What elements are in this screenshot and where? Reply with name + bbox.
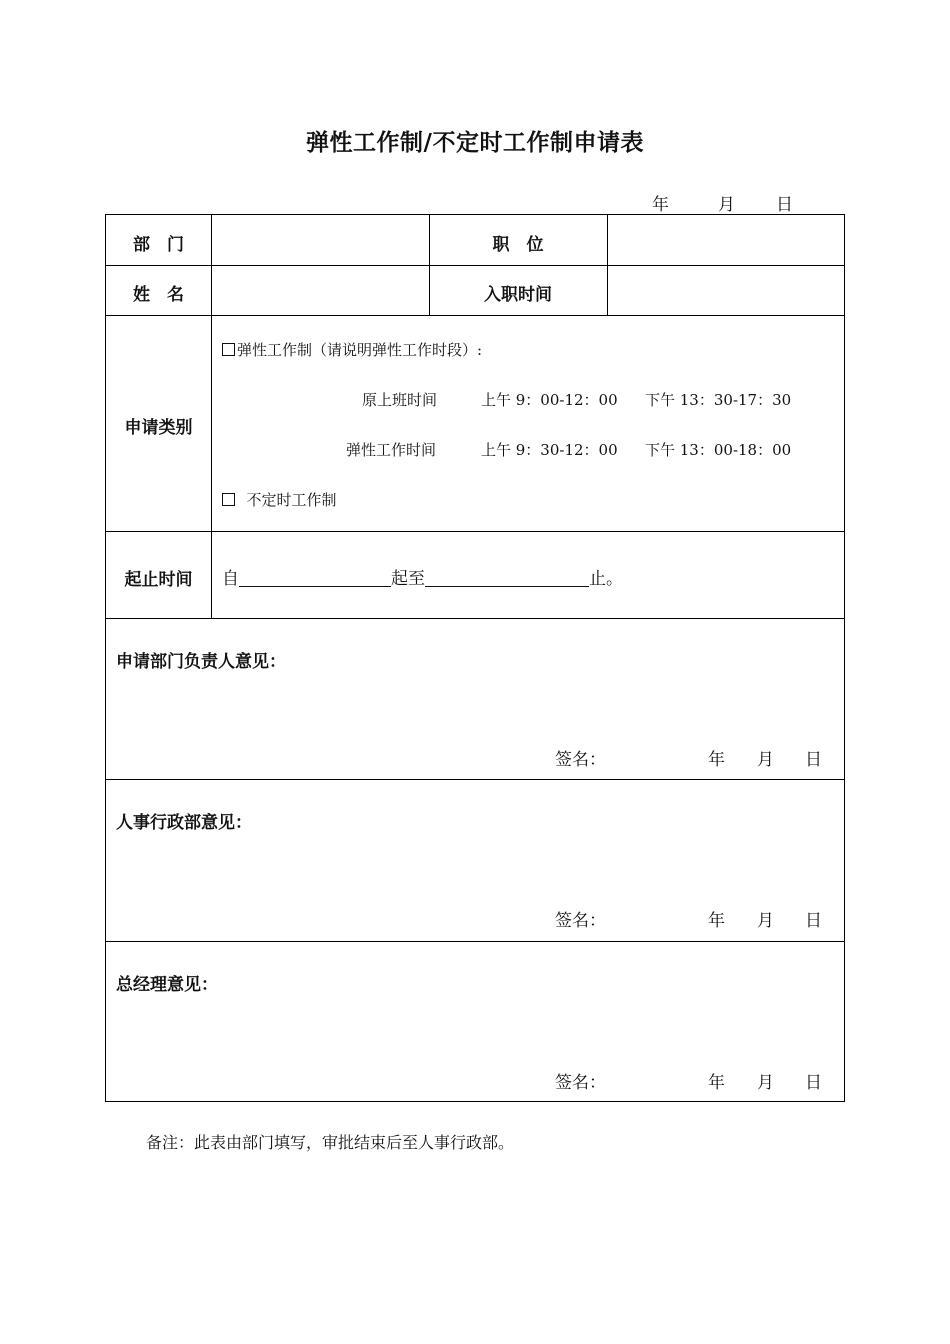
period-label: 起止时间 [124,570,193,590]
row-divider [106,618,844,619]
dept-head-year: 年 [708,750,725,770]
end-date-blank[interactable] [425,568,589,587]
flex-time-label: 弹性工作时间 [346,441,437,459]
period-from: 自 [222,569,239,589]
row-divider [106,531,844,532]
position-field[interactable] [614,230,834,252]
original-time-am: 上午 9：00-12：00 [481,391,618,409]
row-divider [106,779,844,780]
header-month: 月 [718,195,735,215]
form-note: 备注：此表由部门填写，审批结束后至人事行政部。 [146,1133,515,1152]
dept-head-sign-label: 签名： [555,750,606,770]
row-divider [106,265,844,266]
flex-time-am: 上午 9：30-12：00 [481,441,618,459]
irregular-option-label: 不定时工作制 [246,491,337,509]
category-label: 申请类别 [124,418,193,438]
header-day: 日 [776,195,793,215]
hr-year: 年 [708,911,725,931]
hire-date-label: 入职时间 [484,285,552,305]
period-line [222,564,623,589]
hr-month: 月 [757,911,774,931]
hire-date-field[interactable] [614,280,834,302]
gm-month: 月 [757,1073,774,1093]
start-date-blank[interactable] [239,568,391,587]
period-to: 起至 [391,569,425,589]
dept-head-month: 月 [757,750,774,770]
flex-checkbox[interactable] [222,343,235,356]
irregular-option [222,489,337,510]
position-label: 职 位 [492,235,544,255]
gm-opinion-label: 总经理意见： [116,975,218,995]
row-divider [106,941,844,942]
dept-head-opinion-label: 申请部门负责人意见： [116,652,286,672]
hr-day: 日 [805,911,822,931]
department-field[interactable] [218,230,418,252]
original-time-pm: 下午 13：30-17：30 [645,391,792,409]
department-label: 部 门 [133,235,184,255]
irregular-checkbox[interactable] [222,493,235,506]
application-form-table [105,214,845,1102]
hr-opinion-label: 人事行政部意见： [116,813,252,833]
flex-time-pm: 下午 13：00-18：00 [645,441,792,459]
period-end: 止。 [589,569,623,589]
gm-sign-label: 签名： [555,1073,606,1093]
row-divider [106,315,844,316]
form-title: 弹性工作制/不定时工作制申请表 [306,130,644,156]
hr-sign-label: 签名： [555,911,606,931]
col-divider [607,215,608,315]
gm-day: 日 [805,1073,822,1093]
original-time-label: 原上班时间 [362,391,438,409]
flex-option-label: 弹性工作制（请说明弹性工作时段）: [237,341,483,359]
name-field[interactable] [218,280,418,302]
col-divider [211,215,212,618]
flex-option [222,339,482,360]
dept-head-day: 日 [805,750,822,770]
gm-year: 年 [708,1073,725,1093]
header-year: 年 [652,195,669,215]
name-label: 姓 名 [133,285,184,305]
